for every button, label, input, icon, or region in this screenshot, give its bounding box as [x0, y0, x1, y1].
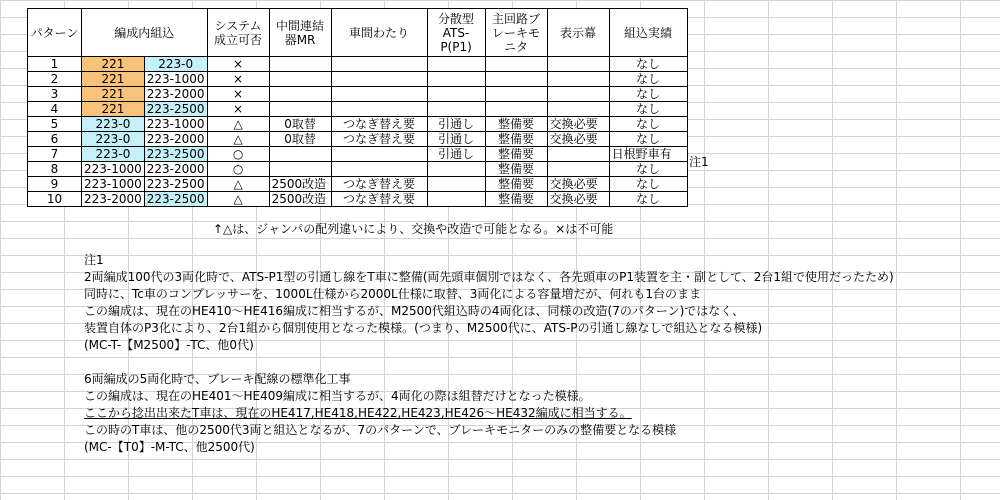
- note-line[interactable]: 2両編成100代の3両化時で、ATS-P1型の引通し線をT車に整備(両先頭車個別ではなく、各先頭車のP1装置を主・副として、2台1組で使用だったため): [84, 270, 894, 284]
- cell-ats[interactable]: [427, 57, 485, 72]
- cell-car-a[interactable]: 221: [82, 87, 145, 102]
- note-line[interactable]: この編成は、現在のHE410～HE416編成に相当するが、M2500代組込時の4両化は、同様の改造(7のパターン)ではなく、: [84, 304, 745, 318]
- cell-car-b[interactable]: 223-2500: [144, 147, 207, 162]
- cell-ats[interactable]: [427, 87, 485, 102]
- header-record[interactable]: 組込実績: [609, 9, 687, 57]
- cell-monitor[interactable]: 整備要: [485, 177, 547, 192]
- table-caption[interactable]: ↑△は、ジャンパの配列違いにより、交換や改造で可能となる。×は不可能: [213, 222, 614, 236]
- header-display[interactable]: 表示幕: [547, 9, 609, 57]
- cell-system[interactable]: △: [207, 177, 269, 192]
- note-line[interactable]: [84, 354, 894, 371]
- cell-record[interactable]: なし: [609, 162, 687, 177]
- cell-pattern[interactable]: 1: [28, 57, 82, 72]
- note-line[interactable]: この時のT車は、他の2500代3両と組込となるが、7のパターンで、ブレーキモニターのみの整備要となる模様: [84, 423, 677, 437]
- cell-ats[interactable]: [427, 102, 485, 117]
- cell-car-a[interactable]: 221: [82, 57, 145, 72]
- cell-system[interactable]: ○: [207, 162, 269, 177]
- cell-display[interactable]: [547, 72, 609, 87]
- cell-record[interactable]: なし: [609, 57, 687, 72]
- cell-monitor[interactable]: 整備要: [485, 117, 547, 132]
- cell-monitor[interactable]: 整備要: [485, 162, 547, 177]
- cell-record[interactable]: なし: [609, 192, 687, 207]
- cell-pattern[interactable]: 7: [28, 147, 82, 162]
- cell-pattern[interactable]: 6: [28, 132, 82, 147]
- cell-ats[interactable]: 引通し: [427, 132, 485, 147]
- cell-monitor[interactable]: [485, 87, 547, 102]
- header-monitor[interactable]: 主回路ブレーキモニタ: [485, 9, 547, 57]
- cell-pattern[interactable]: 2: [28, 72, 82, 87]
- cell-car-a[interactable]: 221: [82, 102, 145, 117]
- cell-mr[interactable]: [269, 87, 331, 102]
- header-system[interactable]: システム成立可否: [207, 9, 269, 57]
- cell-crossing[interactable]: つなぎ替え要: [331, 177, 427, 192]
- table-row: [28, 117, 688, 132]
- cell-display[interactable]: [547, 162, 609, 177]
- cell-car-a[interactable]: 223-2000: [82, 192, 145, 207]
- cell-record[interactable]: なし: [609, 177, 687, 192]
- cell-crossing[interactable]: [331, 72, 427, 87]
- cell-car-b[interactable]: 223-2000: [144, 132, 207, 147]
- cell-car-a[interactable]: 221: [82, 72, 145, 87]
- cell-system[interactable]: △: [207, 192, 269, 207]
- cell-system[interactable]: ○: [207, 147, 269, 162]
- cell-crossing[interactable]: [331, 87, 427, 102]
- header-crossing[interactable]: 車間わたり: [331, 9, 427, 57]
- cell-display[interactable]: [547, 57, 609, 72]
- cell-system[interactable]: ×: [207, 87, 269, 102]
- note-line[interactable]: 注1: [84, 253, 104, 267]
- cell-car-b[interactable]: 223-1000: [144, 117, 207, 132]
- cell-car-b[interactable]: 223-0: [144, 57, 207, 72]
- composition-table: [27, 8, 688, 207]
- table-row: [28, 102, 688, 117]
- cell-car-b[interactable]: 223-2000: [144, 162, 207, 177]
- cell-display[interactable]: 交換必要: [547, 117, 609, 132]
- notes-block: [84, 252, 894, 456]
- cell-display[interactable]: [547, 87, 609, 102]
- table-row: [28, 147, 688, 162]
- cell-car-b[interactable]: 223-2500: [144, 192, 207, 207]
- cell-pattern[interactable]: 8: [28, 162, 82, 177]
- cell-monitor[interactable]: 整備要: [485, 147, 547, 162]
- cell-record[interactable]: なし: [609, 87, 687, 102]
- cell-mr[interactable]: 0取替: [269, 117, 331, 132]
- cell-ats[interactable]: [427, 192, 485, 207]
- cell-car-a[interactable]: 223-1000: [82, 177, 145, 192]
- cell-system[interactable]: ×: [207, 57, 269, 72]
- cell-record[interactable]: なし: [609, 72, 687, 87]
- table-row: [28, 177, 688, 192]
- cell-mr[interactable]: [269, 147, 331, 162]
- cell-display[interactable]: [547, 147, 609, 162]
- header-ats[interactable]: 分散型ATS-P(P1): [427, 9, 485, 57]
- cell-pattern[interactable]: 3: [28, 87, 82, 102]
- cell-system[interactable]: △: [207, 117, 269, 132]
- side-note[interactable]: 注1: [689, 155, 709, 169]
- cell-monitor[interactable]: 整備要: [485, 132, 547, 147]
- cell-crossing[interactable]: [331, 162, 427, 177]
- cell-mr[interactable]: 2500改造: [269, 192, 331, 207]
- cell-car-a[interactable]: 223-1000: [82, 162, 145, 177]
- cell-ats[interactable]: [427, 177, 485, 192]
- cell-monitor[interactable]: [485, 72, 547, 87]
- cell-crossing[interactable]: [331, 147, 427, 162]
- table-row: [28, 162, 688, 177]
- cell-monitor[interactable]: [485, 57, 547, 72]
- cell-monitor[interactable]: [485, 102, 547, 117]
- table-row: [28, 132, 688, 147]
- header-composition[interactable]: 編成内組込: [82, 9, 208, 57]
- cell-pattern[interactable]: 4: [28, 102, 82, 117]
- cell-mr[interactable]: [269, 57, 331, 72]
- cell-pattern[interactable]: 9: [28, 177, 82, 192]
- cell-display[interactable]: 交換必要: [547, 177, 609, 192]
- cell-ats[interactable]: [427, 72, 485, 87]
- cell-display[interactable]: [547, 102, 609, 117]
- note-line[interactable]: ここから捻出出来たT車は、現在のHE417,HE418,HE422,HE423,HE426～HE432編成に相当する。: [84, 406, 632, 420]
- note-line[interactable]: (MC-T-【M2500】-TC、他0代): [84, 338, 254, 352]
- cell-car-a[interactable]: 223-0: [82, 117, 145, 132]
- cell-car-b[interactable]: 223-2500: [144, 177, 207, 192]
- cell-pattern[interactable]: 10: [28, 192, 82, 207]
- cell-ats[interactable]: [427, 162, 485, 177]
- cell-system[interactable]: △: [207, 132, 269, 147]
- cell-record[interactable]: なし: [609, 117, 687, 132]
- cell-system[interactable]: ×: [207, 102, 269, 117]
- cell-system[interactable]: ×: [207, 72, 269, 87]
- cell-car-a[interactable]: 223-0: [82, 132, 145, 147]
- cell-display[interactable]: 交換必要: [547, 132, 609, 147]
- cell-pattern[interactable]: 5: [28, 117, 82, 132]
- cell-mr[interactable]: [269, 162, 331, 177]
- header-mr[interactable]: 中間連結器MR: [269, 9, 331, 57]
- header-pattern[interactable]: パターン: [28, 9, 82, 57]
- cell-mr[interactable]: [269, 102, 331, 117]
- cell-crossing[interactable]: [331, 102, 427, 117]
- note-line[interactable]: 同時に、Tc車のコンプレッサーを、1000L仕様から2000L仕様に取替、3両化による容量増だが、何れも1台のまま: [84, 287, 702, 301]
- cell-car-b[interactable]: 223-1000: [144, 72, 207, 87]
- cell-crossing[interactable]: [331, 57, 427, 72]
- note-line[interactable]: (MC-【T0】-M-TC、他2500代): [84, 440, 255, 454]
- cell-crossing[interactable]: つなぎ替え要: [331, 192, 427, 207]
- header-row: [28, 9, 688, 57]
- cell-mr[interactable]: 2500改造: [269, 177, 331, 192]
- cell-crossing[interactable]: つなぎ替え要: [331, 117, 427, 132]
- cell-record[interactable]: 日根野車有: [609, 147, 687, 162]
- cell-record[interactable]: なし: [609, 132, 687, 147]
- cell-mr[interactable]: [269, 72, 331, 87]
- note-line[interactable]: この編成は、現在のHE401～HE409編成に相当するが、4両化の際は組替だけとなった模様。: [84, 389, 591, 403]
- cell-record[interactable]: なし: [609, 102, 687, 117]
- cell-ats[interactable]: 引通し: [427, 117, 485, 132]
- cell-car-b[interactable]: 223-2500: [144, 102, 207, 117]
- note-line[interactable]: 装置自体のP3化により、2台1組から個別使用となった模様。(つまり、M2500代に、ATS-Pの引通し線なしで組込となる模様): [84, 321, 763, 335]
- note-line[interactable]: 6両編成の5両化時で、ブレーキ配線の標準化工事: [84, 372, 351, 386]
- cell-crossing[interactable]: つなぎ替え要: [331, 132, 427, 147]
- cell-car-b[interactable]: 223-2000: [144, 87, 207, 102]
- table-row: [28, 192, 688, 207]
- cell-monitor[interactable]: 整備要: [485, 192, 547, 207]
- table-row: [28, 57, 688, 72]
- cell-ats[interactable]: 引通し: [427, 147, 485, 162]
- cell-car-a[interactable]: 223-0: [82, 147, 145, 162]
- table-row: [28, 87, 688, 102]
- cell-display[interactable]: 交換必要: [547, 192, 609, 207]
- cell-mr[interactable]: 0取替: [269, 132, 331, 147]
- table-row: [28, 72, 688, 87]
